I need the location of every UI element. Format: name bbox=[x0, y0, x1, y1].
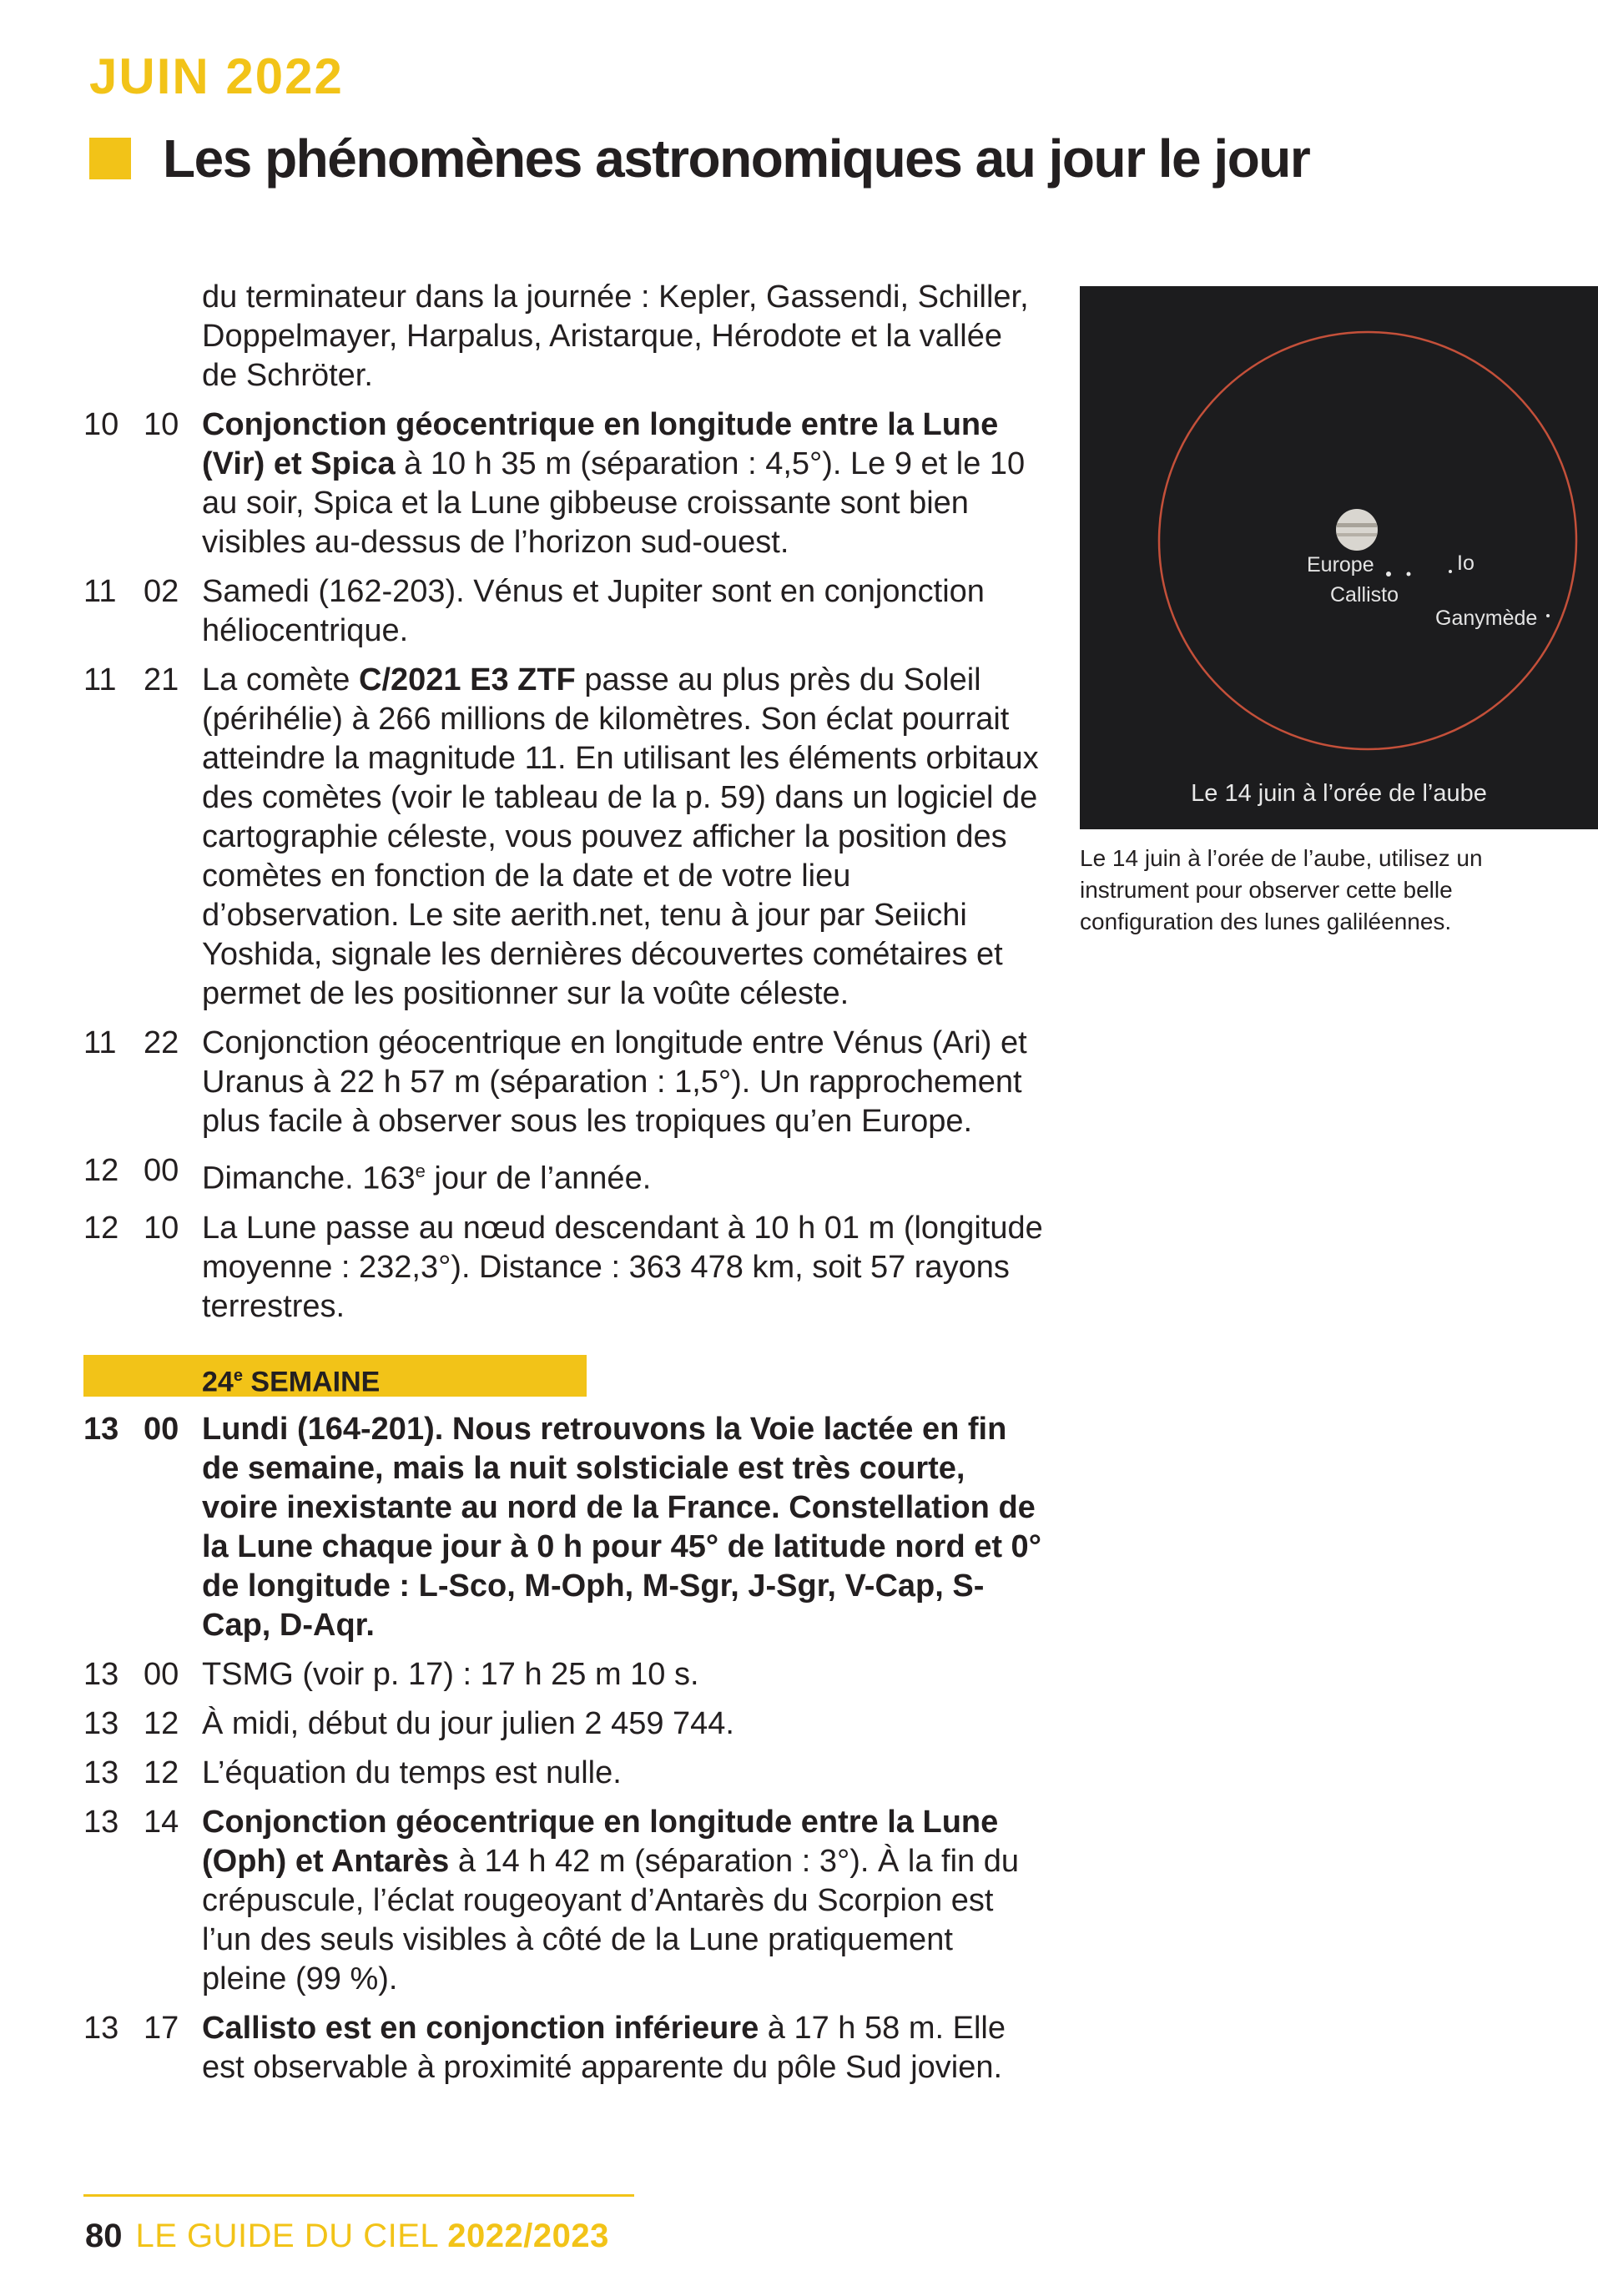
month-heading: JUIN 2022 bbox=[89, 48, 344, 104]
moon-label-europe: Europe bbox=[1307, 553, 1374, 577]
event-text: Conjonction géocentrique en longitude entre Vénus (Ari) et Uranus à 22 h 57 m (séparation : 1,5°). Un rapprochement plus facile à observer sous les tropiques qu’en Europe. bbox=[202, 1025, 1027, 1139]
event-hour: 21 bbox=[144, 662, 179, 697]
event-bold: C/2021 E3 ZTF bbox=[359, 662, 576, 697]
event-hour: 17 bbox=[144, 2010, 179, 2046]
event-hour: 00 bbox=[144, 1656, 179, 1692]
intro-text: du terminateur dans la journée : Kepler, Gassendi, Schiller, Doppelmayer, Harpalus, Aristarque, Hérodote et la vallée de Schröter. bbox=[202, 279, 1029, 393]
page-number: 80 bbox=[85, 2218, 123, 2254]
event-bold: Conjonction géocentrique en longitude entre la Lune (Oph) et Antarès bbox=[202, 1804, 999, 1879]
event-text: Lundi (164-201). Nous retrouvons la Voie lactée en fin de semaine, mais la nuit solsticiale est très courte, voire inexistante au nord de la France. Constellation de la Lune chaque jour à 0 h pour 45° de latitude nord et 0° de longitude : L-Sco, M-Oph, M-Sgr, J-Sgr, V-Cap, S-Cap, D-Aqr. bbox=[202, 1411, 1041, 1643]
event-hour: 10 bbox=[144, 407, 179, 442]
event-hour: 00 bbox=[144, 1411, 179, 1447]
event-entry bbox=[83, 572, 1043, 651]
event-day: 13 bbox=[83, 1804, 119, 1840]
jupiter-icon bbox=[1336, 509, 1378, 551]
event-entry bbox=[83, 1655, 1043, 1694]
event-text: La Lune passe au nœud descendant à 10 h 01 m (longitude moyenne : 232,3°). Distance : 363 478 km, soit 57 rayons terrestres. bbox=[202, 1210, 1043, 1324]
moon-label-callisto: Callisto bbox=[1330, 583, 1399, 607]
event-hour: 12 bbox=[144, 1755, 179, 1790]
event-text: À midi, début du jour julien 2 459 744. bbox=[202, 1705, 734, 1741]
event-entry bbox=[83, 1803, 1043, 1999]
event-hour: 00 bbox=[144, 1153, 179, 1188]
page-title: Les phénomènes astronomiques au jour le jour bbox=[163, 128, 1310, 189]
event-text: L’équation du temps est nulle. bbox=[202, 1755, 622, 1790]
event-hour: 14 bbox=[144, 1804, 179, 1840]
event-day: 11 bbox=[83, 662, 117, 697]
week-sup: e bbox=[233, 1366, 243, 1385]
event-rest: à 14 h 42 m (séparation : 3°). À la fin du crépuscule, l’éclat rougeoyant d’Antarès du Scorpion est l’un des seuls visibles à côté de la Lune pratiquement pleine (99 %). bbox=[202, 1843, 1019, 1996]
event-pre: Dimanche. 163 bbox=[202, 1161, 416, 1196]
event-text bbox=[202, 1151, 1043, 1199]
event-entry bbox=[83, 661, 1043, 1014]
moon-label-io: Io bbox=[1457, 551, 1474, 575]
event-hour: 12 bbox=[144, 1705, 179, 1741]
event-entry bbox=[83, 1704, 1043, 1744]
figure-caption: Le 14 juin à l’orée de l’aube, utilisez un instrument pour observer cette belle configuration des lunes galiléennes. bbox=[1080, 845, 1483, 934]
event-entry bbox=[83, 1024, 1043, 1141]
jupiter-moons-figure bbox=[1080, 286, 1598, 829]
event-text bbox=[202, 661, 1043, 1014]
event-bold: Callisto est en conjonction inférieure bbox=[202, 2010, 759, 2046]
event-day: 13 bbox=[83, 1656, 119, 1692]
event-pre: La comète bbox=[202, 662, 359, 697]
section-title-row bbox=[89, 129, 1309, 188]
week-number: 24 bbox=[202, 1365, 234, 1397]
week-text: SEMAINE bbox=[242, 1365, 381, 1397]
event-day: 11 bbox=[83, 574, 117, 609]
event-entry bbox=[83, 1209, 1043, 1327]
event-day: 13 bbox=[83, 1705, 119, 1741]
moon-dot-io bbox=[1449, 570, 1452, 573]
title-square-marker bbox=[89, 138, 131, 179]
event-day: 13 bbox=[83, 1755, 119, 1790]
main-column bbox=[83, 278, 1043, 2097]
event-sup: e bbox=[415, 1161, 426, 1181]
event-text: Samedi (162-203). Vénus et Jupiter sont en conjonction héliocentrique. bbox=[202, 574, 985, 648]
event-bold: Conjonction géocentrique en longitude entre la Lune (Vir) et Spica bbox=[202, 407, 999, 481]
publication-name: LE GUIDE DU CIEL bbox=[135, 2218, 448, 2254]
event-day: 12 bbox=[83, 1210, 119, 1246]
event-hour: 02 bbox=[144, 574, 179, 609]
moon-dot-europe bbox=[1386, 571, 1391, 577]
publication-year: 2022/2023 bbox=[447, 2218, 609, 2254]
event-day: 13 bbox=[83, 1411, 119, 1447]
event-text bbox=[202, 1803, 1043, 1999]
event-text bbox=[202, 2009, 1043, 2087]
moon-dot-callisto bbox=[1407, 572, 1411, 577]
week-banner bbox=[83, 1355, 587, 1397]
event-day: 12 bbox=[83, 1153, 119, 1188]
event-entry bbox=[83, 2009, 1043, 2087]
publication-title bbox=[136, 2218, 609, 2255]
moon-label-ganymede: Ganymède bbox=[1435, 607, 1538, 630]
event-rest: à 10 h 35 m (séparation : 4,5°). Le 9 et le 10 au soir, Spica et la Lune gibbeuse croissante sont bien visibles au-dessus de l’horizon sud-ouest. bbox=[202, 446, 1026, 560]
figure-label: Le 14 juin à l’orée de l’aube bbox=[1191, 780, 1487, 807]
event-text: TSMG (voir p. 17) : 17 h 25 m 10 s. bbox=[202, 1656, 699, 1692]
event-entry bbox=[83, 1151, 1043, 1199]
event-day: 11 bbox=[83, 1025, 117, 1060]
intro-continuation bbox=[83, 278, 1043, 395]
event-rest: passe au plus près du Soleil (périhélie) à 266 millions de kilomètres. Son éclat pourrait atteindre la magnitude 11. En utilisant les éléments orbitaux des comètes (voir le tableau de la p. 59) dans un logiciel de cartographie céleste, vous pouvez afficher la position des comètes en fonction de la date et de votre lieu d’observation. Le site aerith.net, tenu à jour par Seiichi Yoshida, signale les dernières découvertes cométaires et permet de les positionner sur la voûte céleste. bbox=[202, 662, 1039, 1011]
event-entry-major bbox=[83, 1410, 1043, 1645]
event-day: 10 bbox=[83, 407, 119, 442]
event-rest: jour de l’année. bbox=[425, 1161, 652, 1196]
event-rest: à 17 h 58 m. Elle est observable à proximité apparente du pôle Sud jovien. bbox=[202, 2010, 1006, 2085]
event-day: 13 bbox=[83, 2010, 119, 2046]
event-text bbox=[202, 405, 1043, 562]
moon-dot-ganymede bbox=[1546, 614, 1550, 617]
page-footer bbox=[83, 2194, 634, 2255]
week-label bbox=[202, 1355, 380, 1402]
event-hour: 10 bbox=[144, 1210, 179, 1246]
event-hour: 22 bbox=[144, 1025, 179, 1060]
event-entry bbox=[83, 405, 1043, 562]
event-entry bbox=[83, 1754, 1043, 1793]
